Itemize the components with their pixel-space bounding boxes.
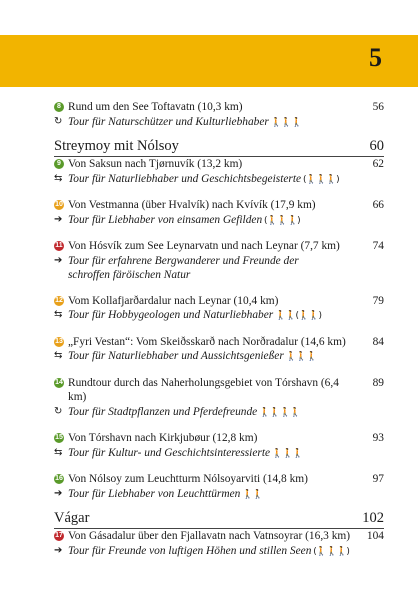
tour-page: 62 <box>372 158 384 170</box>
tour-entry <box>54 198 384 228</box>
tour-title-row <box>54 157 384 172</box>
tour-description <box>54 254 384 269</box>
tour-description <box>54 487 384 503</box>
tour-page: 56 <box>372 101 384 113</box>
tour-title: Von Saksun nach Tjørnuvík (13,2 km) <box>68 158 243 170</box>
tour-number-badge: 12 <box>55 296 63 304</box>
section-title: Vágar 102 <box>54 510 384 529</box>
tour-description <box>54 349 384 365</box>
tour-entry <box>54 335 384 365</box>
tour-description-text: Tour für Stadtpflanzen und Pferdefreunde <box>68 405 258 418</box>
tour-description <box>54 446 384 462</box>
tour-title-row <box>54 294 384 309</box>
tour-entry <box>54 529 384 559</box>
tour-number-badge: 9 <box>54 159 64 169</box>
tour-entry <box>54 294 384 324</box>
one-way-icon: ➔ <box>54 254 63 266</box>
tour-entry <box>54 239 384 283</box>
two-way-icon: ⇆ <box>54 350 63 361</box>
difficulty-walkers-icon: (🚶🚶🚶) <box>311 546 349 557</box>
section-heading <box>54 510 384 529</box>
tour-title-row <box>54 376 384 405</box>
tour-page: 104 <box>366 530 384 542</box>
loop-arrow-icon: ↻ <box>54 115 63 127</box>
tour-description-text: schroffen färöischen Natur <box>68 269 191 281</box>
tour-number-badge: 11 <box>55 242 63 249</box>
tour-description-text: Tour für Naturliebhaber und Geschichtsbegeisterte <box>68 172 302 185</box>
tour-title-row <box>54 239 384 254</box>
tour-description <box>54 172 384 188</box>
tour-number-badge: 15 <box>55 434 63 441</box>
tour-description-text: Tour für Liebhaber von Leuchttürmen <box>68 487 241 500</box>
tour-description-text: Tour für Liebhaber von einsamen Gefilden <box>68 213 263 226</box>
header-band <box>0 35 418 87</box>
one-way-icon: ➔ <box>54 544 63 556</box>
difficulty-walkers-icon: (🚶🚶🚶) <box>262 215 300 226</box>
tour-title-row <box>54 100 384 115</box>
tour-description-text: Tour für Naturliebhaber und Aussichtsgenießer <box>68 350 284 362</box>
tour-description <box>54 405 384 421</box>
difficulty-walkers-icon: 🚶🚶🚶 <box>270 448 303 459</box>
tour-page: 97 <box>372 473 384 485</box>
tour-description-text: Tour für Freunde von luftigen Höhen und stillen Seen <box>68 544 312 557</box>
tour-title: Von Hósvík zum See Leynarvatn und nach Leynar (7,7 km) <box>68 240 340 252</box>
tour-entry <box>54 431 384 461</box>
tour-description <box>54 268 384 283</box>
difficulty-walkers-icon: 🚶🚶 <box>240 489 263 500</box>
page-number: 5 <box>369 43 382 72</box>
tour-number-badge: 17 <box>55 532 63 539</box>
difficulty-walkers-icon: (🚶🚶🚶) <box>301 174 339 185</box>
tour-title: Von Tórshavn nach Kirkjubøur (12,8 km) <box>68 432 258 444</box>
tour-description-text: Tour für erfahrene Bergwanderer und Freunde der <box>68 254 299 267</box>
tour-page: 74 <box>372 240 384 252</box>
tour-description <box>54 308 384 324</box>
tour-entry <box>54 157 384 187</box>
tour-description <box>54 115 384 131</box>
tour-entry <box>54 100 384 130</box>
two-way-icon: ⇆ <box>54 446 63 458</box>
difficulty-walkers-icon: 🚶🚶(🚶🚶) <box>273 311 321 321</box>
tour-page: 89 <box>372 376 384 389</box>
tour-page: 79 <box>372 294 384 307</box>
difficulty-walkers-icon: 🚶🚶🚶 <box>268 117 302 128</box>
tour-title-row <box>54 198 384 213</box>
tour-entry <box>54 472 384 502</box>
loop-arrow-icon: ↻ <box>54 405 63 417</box>
section-title: Streymoy mit Nólsoy 60 <box>54 138 384 157</box>
tour-entry <box>54 376 384 421</box>
tour-title-row <box>54 431 384 446</box>
one-way-icon: ➔ <box>54 487 63 499</box>
tour-number-badge: 8 <box>54 102 64 112</box>
tour-title-row <box>54 529 384 544</box>
tour-number-badge: 10 <box>55 201 63 208</box>
tour-description <box>54 213 384 229</box>
tour-description-text: Tour für Kultur- und Geschichtsinteressierte <box>68 446 271 459</box>
tour-number-badge: 16 <box>55 475 63 482</box>
difficulty-walkers-icon: 🚶🚶🚶 <box>283 352 317 362</box>
tour-description-text: Tour für Hobbygeologen und Naturliebhaber <box>68 309 274 321</box>
two-way-icon: ⇆ <box>54 172 63 184</box>
tour-title: Rund um den See Toftavatn (10,3 km) <box>68 101 243 113</box>
tour-description <box>54 544 384 560</box>
tour-title: „Fyri Vestan“: Vom Skeiðsskarð nach Norðradalur (14,6 km) <box>68 335 346 348</box>
tour-title-row <box>54 472 384 487</box>
section-page: 60 <box>369 138 384 154</box>
tour-title: Von Vestmanna (über Hvalvík) nach Kvívík (17,9 km) <box>68 199 316 211</box>
tour-title: Von Nólsoy zum Leuchtturm Nólsoyarviti (14,8 km) <box>68 473 308 485</box>
tour-number-badge: 13 <box>55 337 63 345</box>
tour-title: Von Gásadalur über den Fjallavatn nach Vatnsoyrar (16,3 km) <box>68 530 351 542</box>
table-of-contents <box>54 100 384 559</box>
tour-title: Vom Kollafjarðardalur nach Leynar (10,4 km) <box>68 294 279 307</box>
section-page: 102 <box>362 510 384 526</box>
one-way-icon: ➔ <box>54 213 63 225</box>
difficulty-walkers-icon: 🚶🚶🚶🚶 <box>257 407 300 418</box>
section-heading <box>54 138 384 157</box>
tour-description-text: Tour für Naturschützer und Kulturliebhaber <box>68 115 269 128</box>
tour-title-row <box>54 335 384 350</box>
tour-number-badge: 14 <box>55 378 63 386</box>
two-way-icon: ⇆ <box>54 309 63 320</box>
tour-page: 84 <box>372 335 384 348</box>
tour-title: Rundtour durch das Naherholungsgebiet von Tórshavn (6,4 km) <box>68 376 339 403</box>
tour-page: 93 <box>372 432 384 444</box>
tour-page: 66 <box>372 199 384 211</box>
